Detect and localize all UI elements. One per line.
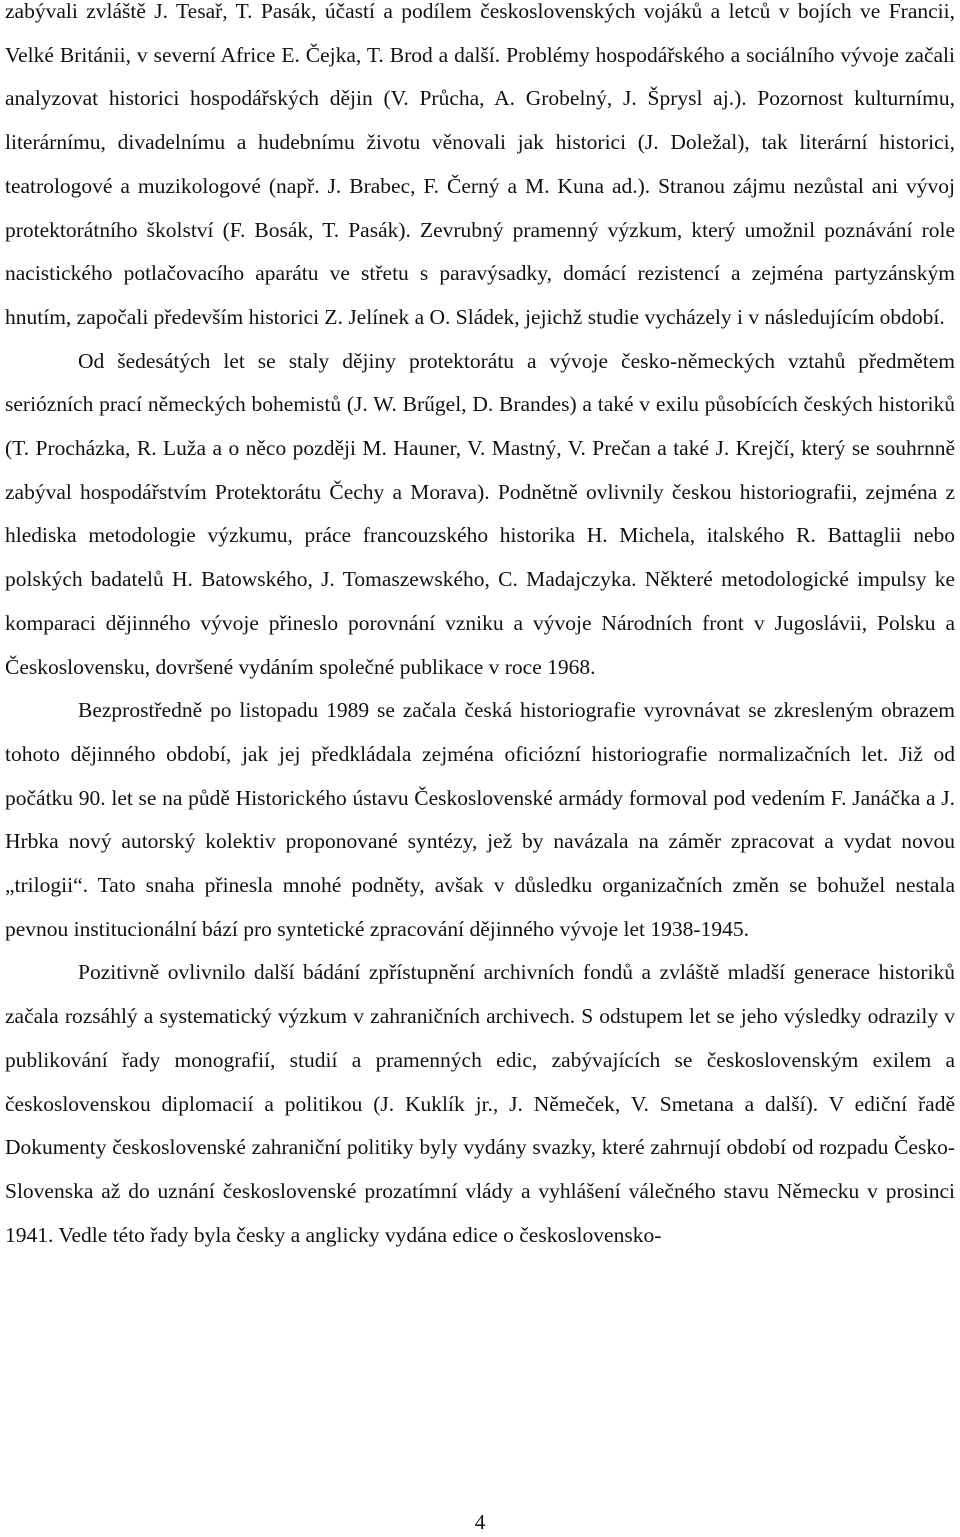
document-page: [5, 0, 955, 1257]
page-number: 4: [474, 1510, 486, 1534]
paragraph-4: Pozitivně ovlivnilo další bádání zpřístupnění archivních fondů a zvláště mladší generace historiků začala rozsáhlý a systematický výzkum v zahraničních archivech. S odstupem let se jeho výsledky odrazily v publikování řady monografií, studií a pramenných edic, zabývajících se československým exilem a československou diplomacií a politikou (J. Kuklík jr., J. Němeček, V. Smetana a další). V ediční řadě Dokumenty československé zahraniční politiky byly vydány svazky, které zahrnují období od rozpadu Česko-Slovenska až do uznání československé prozatímní vlády a vyhlášení válečného stavu Německu v prosinci 1941. Vedle této řady byla česky a anglicky vydána edice o československo-: [5, 960, 955, 1247]
paragraph-1: zabývali zvláště J. Tesař, T. Pasák, účastí a podílem československých vojáků a letců v bojích ve Francii, Velké Británii, v severní Africe E. Čejka, T. Brod a další. Problémy hospodářského a sociálního vývoje začali analyzovat historici hospodářských dějin (V. Průcha, A. Grobelný, J. Šprysl aj.). Pozornost kulturnímu, literárnímu, divadelnímu a hudebnímu životu věnovali jak historici (J. Doležal), tak literární historici, teatrologové a muzikologové (např. J. Brabec, F. Černý a M. Kuna ad.). Stranou zájmu nezůstal ani vývoj protektorátního školství (F. Bosák, T. Pasák). Zevrubný pramenný výzkum, který umožnil poznávání role nacistického potlačovacího aparátu ve střetu s paravýsadky, domácí rezistencí a zejména partyzánským hnutím, započali především historici Z. Jelínek a O. Sládek, jejichž studie vycházely i v následujícím období.: [5, 0, 955, 329]
paragraph-2: Od šedesátých let se staly dějiny protektorátu a vývoje česko-německých vztahů předmětem seriózních prací německých bohemistů (J. W. Brűgel, D. Brandes) a také v exilu působících českých historiků (T. Procházka, R. Luža a o něco později M. Hauner, V. Mastný, V. Prečan a také J. Krejčí, který se souhrnně zabýval hospodářstvím Protektorátu Čechy a Morava). Podnětně ovlivnily českou historiografii, zejména z hlediska metodologie výzkumu, práce francouzského historika H. Michela, italského R. Battaglii nebo polských badatelů H. Batowského, J. Tomaszewského, C. Madajczyka. Některé metodologické impulsy ke komparaci dějinného vývoje přineslo porovnání vzniku a vývoje Národních front v Jugoslávii, Polsku a Československu, dovršené vydáním společné publikace v roce 1968.: [5, 348, 955, 679]
paragraph-3: Bezprostředně po listopadu 1989 se začala česká historiografie vyrovnávat se zkresleným obrazem tohoto dějinného období, jak jej předkládala zejména oficiózní historiografie normalizačních let. Již od počátku 90. let se na půdě Historického ústavu Československé armády formoval pod vedením F. Janáčka a J. Hrbka nový autorský kolektiv proponované syntézy, jež by navázala na záměr zpracovat a vydat novou „trilogii“. Tato snaha přinesla mnohé podněty, avšak v důsledku organizačních změn se bohužel nestala pevnou institucionální bází pro syntetické zpracování dějinného vývoje let 1938-1945.: [5, 698, 955, 941]
